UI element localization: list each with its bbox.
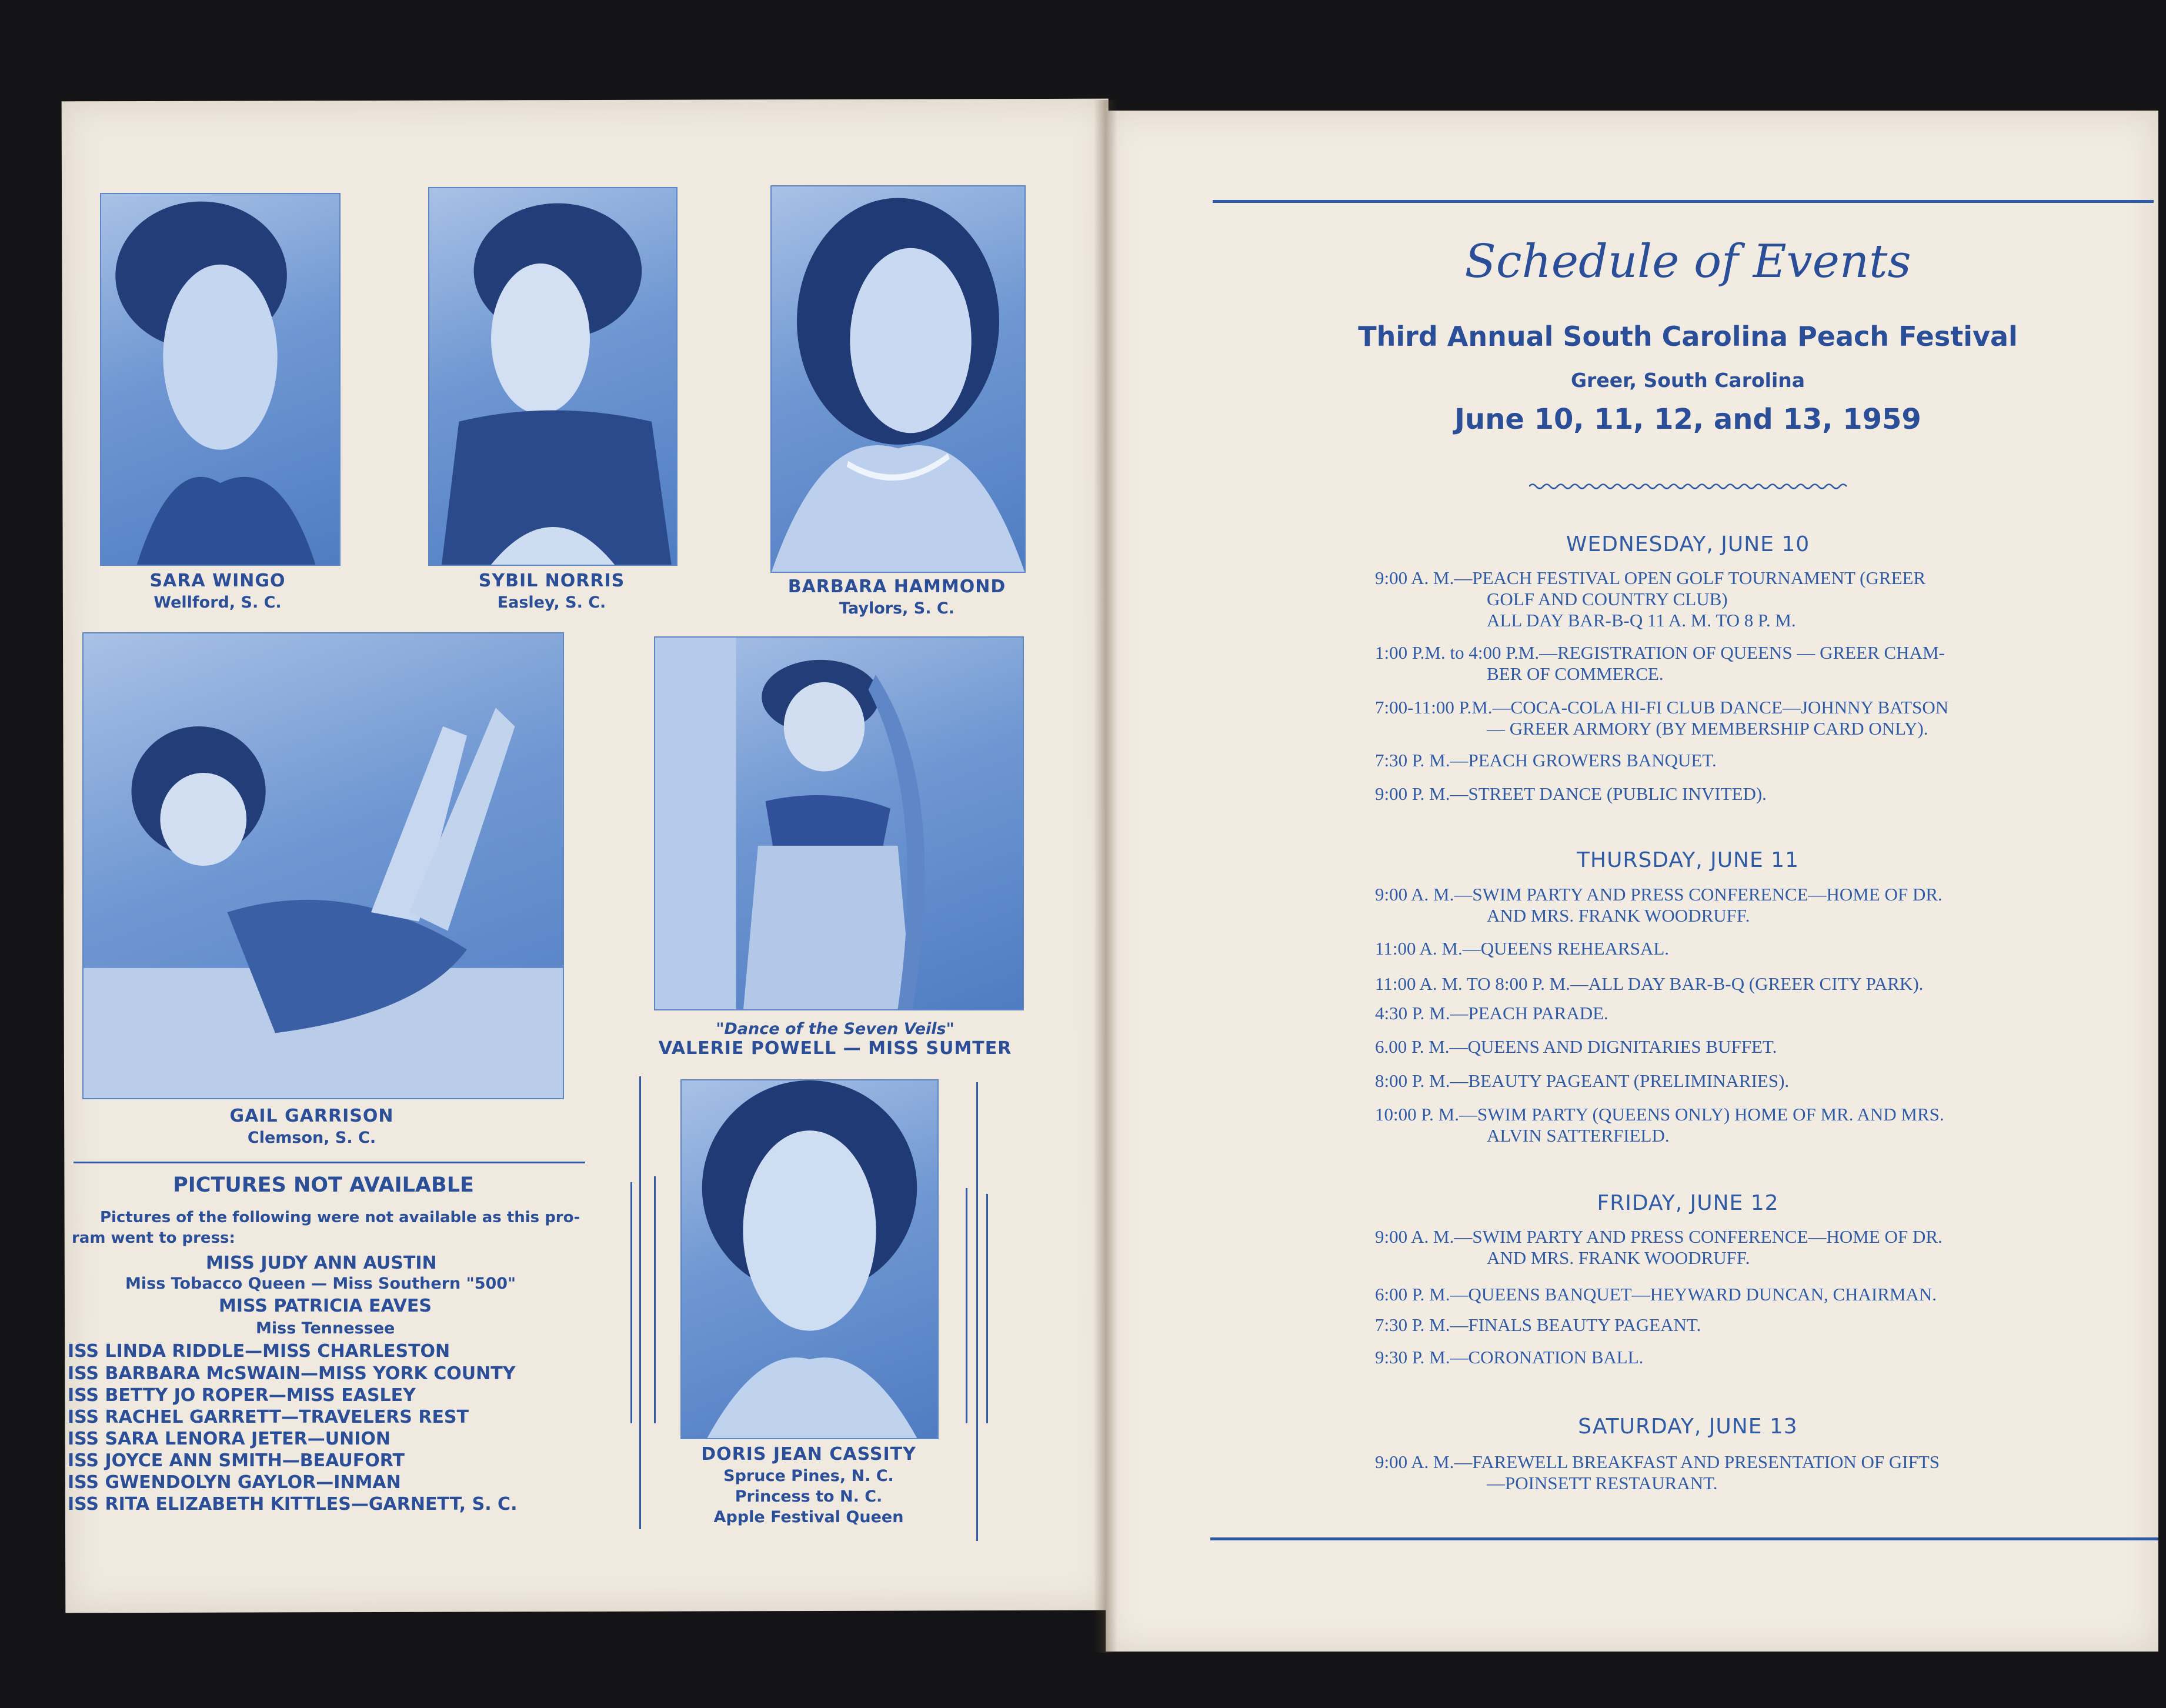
portrait-name: BARBARA HAMMOND <box>787 576 1006 597</box>
pictures-not-available-line: ISS BARBARA McSWAIN—MISS YORK COUNTY <box>68 1363 516 1384</box>
pictures-not-available-line: ISS RACHEL GARRETT—TRAVELERS REST <box>68 1407 469 1427</box>
event-line: AND MRS. FRANK WOODRUFF. <box>1487 905 1750 926</box>
day-heading-thursday: THURSDAY, JUNE 11 <box>1577 848 1799 872</box>
caption-barbara-hammond <box>770 576 1023 618</box>
pictures-not-available-line: ISS GWENDOLYN GAYLOR—INMAN <box>68 1472 401 1493</box>
ornament-divider <box>1529 482 1847 491</box>
event-line: 9:00 A. M.—PEACH FESTIVAL OPEN GOLF TOURNAMENT (GREER <box>1375 568 1926 588</box>
festival-location: Greer, South Carolina <box>1570 369 1805 392</box>
day-heading-wednesday: WEDNESDAY, JUNE 10 <box>1566 532 1810 556</box>
event-line: 6:00 P. M.—QUEENS BANQUET—HEYWARD DUNCAN, CHAIRMAN. <box>1375 1284 1937 1305</box>
pictures-not-available-line: Miss Tobacco Queen — Miss Southern "500" <box>125 1275 516 1293</box>
event-line: 9:30 P. M.—CORONATION BALL. <box>1375 1347 1644 1367</box>
caption-sara-wingo <box>100 571 335 612</box>
portrait-town: Taylors, S. C. <box>839 599 954 618</box>
pictures-not-available-line: MISS PATRICIA EAVES <box>219 1296 432 1316</box>
event-line: 9:00 P. M.—STREET DANCE (PUBLIC INVITED). <box>1375 783 1767 804</box>
festival-dates: June 10, 11, 12, and 13, 1959 <box>1454 403 1921 436</box>
event-line: ALL DAY BAR-B-Q 11 A. M. TO 8 P. M. <box>1487 610 1796 631</box>
portrait-photo-sybil-norris <box>428 187 677 566</box>
event-entry <box>1375 1315 2022 1336</box>
pictures-not-available-title: PICTURES NOT AVAILABLE <box>173 1173 474 1197</box>
event-entry <box>1375 1452 2022 1494</box>
event-line: 1:00 P.M. to 4:00 P.M.—REGISTRATION OF QUEENS — GREER CHAM- <box>1375 642 1945 663</box>
portrait-town: Clemson, S. C. <box>247 1129 376 1147</box>
event-entry <box>1375 1003 2022 1024</box>
event-entry <box>1375 1347 2022 1368</box>
event-entry <box>1375 1070 2022 1092</box>
event-entry <box>1375 884 2022 926</box>
portrait-title: Princess to N. C. <box>735 1487 883 1506</box>
event-line: — GREER ARMORY (BY MEMBERSHIP CARD ONLY). <box>1487 718 1928 739</box>
event-line: 4:30 P. M.—PEACH PARADE. <box>1375 1003 1608 1023</box>
portrait-title: Apple Festival Queen <box>713 1508 904 1526</box>
portrait-photo-valerie-powell <box>654 636 1024 1010</box>
pictures-not-available-line: ISS SARA LENORA JETER—UNION <box>68 1429 391 1449</box>
portrait-name: VALERIE POWELL — MISS SUMTER <box>658 1038 1012 1059</box>
portrait-name: GAIL GARRISON <box>229 1106 394 1126</box>
portrait-photo-gail-garrison <box>82 632 564 1099</box>
event-entry <box>1375 642 2022 685</box>
column-rule <box>986 1194 988 1423</box>
pictures-not-available-line: Miss Tennessee <box>256 1319 395 1337</box>
column-rule <box>976 1082 978 1541</box>
festival-name: Third Annual South Carolina Peach Festival <box>1358 321 2018 352</box>
pictures-not-available-line: ISS BETTY JO ROPER—MISS EASLEY <box>68 1385 416 1406</box>
event-line: BER OF COMMERCE. <box>1487 663 1664 684</box>
day-heading-friday: FRIDAY, JUNE 12 <box>1597 1191 1779 1215</box>
event-line: 7:30 P. M.—FINALS BEAUTY PAGEANT. <box>1375 1315 1701 1335</box>
column-rule <box>966 1188 967 1423</box>
pictures-not-available-line: ISS LINDA RIDDLE—MISS CHARLESTON <box>68 1341 450 1362</box>
event-line: —POINSETT RESTAURANT. <box>1487 1473 1718 1493</box>
pictures-not-available-line: ISS RITA ELIZABETH KITTLES—GARNETT, S. C. <box>68 1494 518 1514</box>
event-entry <box>1375 1226 2022 1269</box>
event-line: GOLF AND COUNTRY CLUB) <box>1487 589 1728 609</box>
column-rule <box>654 1176 656 1423</box>
pictures-not-available-intro: Pictures of the following were not available as this pro- <box>100 1209 580 1226</box>
event-entry <box>1375 750 2022 771</box>
schedule-title: Schedule of Events <box>1464 235 1911 288</box>
event-line: 11:00 A. M. TO 8:00 P. M.—ALL DAY BAR-B-Q (GREER CITY PARK). <box>1375 973 1924 994</box>
caption-sybil-norris <box>428 571 675 612</box>
portrait-name: SYBIL NORRIS <box>478 571 625 591</box>
column-rule <box>630 1182 632 1423</box>
day-heading-saturday: SATURDAY, JUNE 13 <box>1578 1415 1798 1439</box>
event-line: 9:00 A. M.—SWIM PARTY AND PRESS CONFERENCE—HOME OF DR. <box>1375 884 1943 905</box>
section-divider <box>74 1162 585 1163</box>
portrait-name: DORIS JEAN CASSITY <box>701 1444 916 1465</box>
portrait-photo-doris-jean-cassity <box>680 1079 939 1439</box>
portrait-subtitle: "Dance of the Seven Veils" <box>716 1020 954 1038</box>
pictures-not-available-line: MISS JUDY ANN AUSTIN <box>206 1253 437 1273</box>
binding-gutter <box>1094 100 1117 1653</box>
pictures-not-available-intro: ram went to press: <box>72 1229 235 1247</box>
event-line: AND MRS. FRANK WOODRUFF. <box>1487 1247 1750 1268</box>
caption-valerie-powell <box>641 1018 1029 1059</box>
column-rule <box>639 1076 641 1529</box>
event-entry <box>1375 973 2022 995</box>
event-line: 6.00 P. M.—QUEENS AND DIGNITARIES BUFFET. <box>1375 1036 1777 1057</box>
event-line: 7:00-11:00 P.M.—COCA-COLA HI-FI CLUB DANCE—JOHNNY BATSON <box>1375 697 1949 718</box>
bottom-rule <box>1210 1537 2158 1540</box>
event-line: 10:00 P. M.—SWIM PARTY (QUEENS ONLY) HOME OF MR. AND MRS. <box>1375 1104 1944 1125</box>
event-entry <box>1375 783 2022 805</box>
event-line: 8:00 P. M.—BEAUTY PAGEANT (PRELIMINARIES). <box>1375 1070 1790 1091</box>
event-entry <box>1375 1104 2022 1146</box>
portrait-town: Easley, S. C. <box>497 593 606 612</box>
event-entry <box>1375 697 2022 739</box>
top-rule <box>1213 200 2154 203</box>
event-line: 9:00 A. M.—SWIM PARTY AND PRESS CONFERENCE—HOME OF DR. <box>1375 1226 1943 1247</box>
caption-doris-jean-cassity <box>653 1444 964 1526</box>
portrait-town: Wellford, S. C. <box>153 593 282 612</box>
portrait-photo-barbara-hammond <box>770 185 1026 573</box>
caption-gail-garrison <box>76 1106 547 1147</box>
event-line: 11:00 A. M.—QUEENS REHEARSAL. <box>1375 938 1670 959</box>
event-line: 9:00 A. M.—FAREWELL BREAKFAST AND PRESENTATION OF GIFTS <box>1375 1452 1940 1472</box>
event-line: ALVIN SATTERFIELD. <box>1487 1125 1670 1146</box>
event-line: 7:30 P. M.—PEACH GROWERS BANQUET. <box>1375 750 1717 770</box>
portrait-name: SARA WINGO <box>149 571 286 591</box>
portrait-photo-sara-wingo <box>100 193 341 566</box>
event-entry <box>1375 1284 2022 1305</box>
event-entry <box>1375 938 2022 959</box>
portrait-town: Spruce Pines, N. C. <box>723 1467 894 1485</box>
event-entry <box>1375 568 2022 631</box>
pictures-not-available-line: ISS JOYCE ANN SMITH—BEAUFORT <box>68 1450 405 1471</box>
event-entry <box>1375 1036 2022 1058</box>
